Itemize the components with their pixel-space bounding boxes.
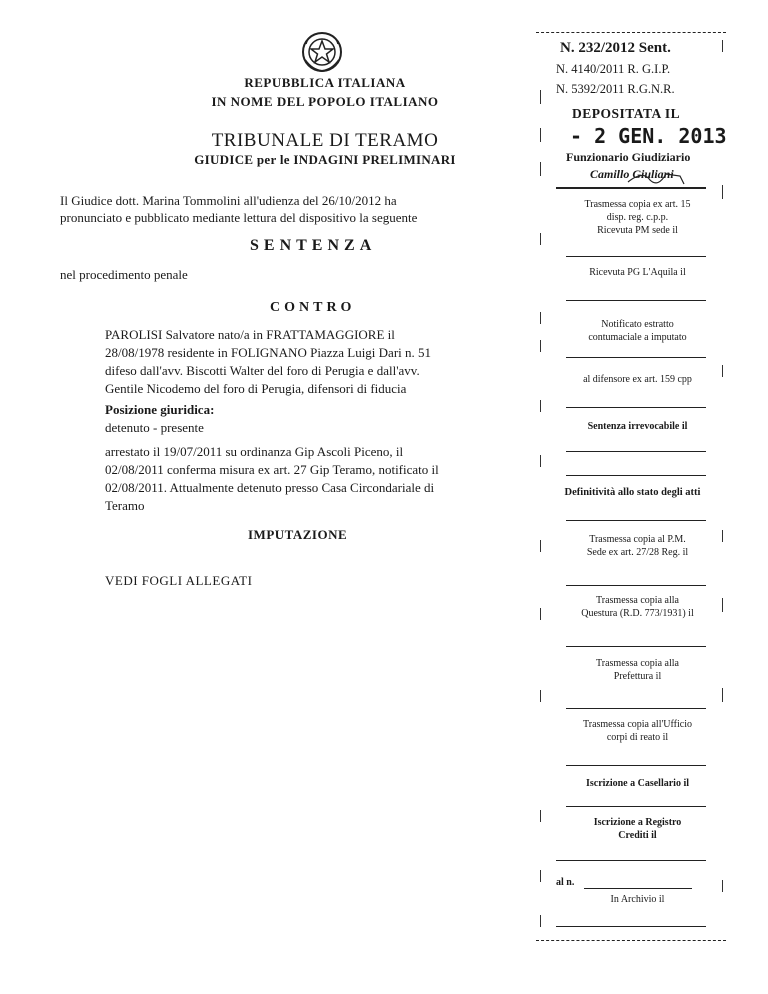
vedi-fogli-text: VEDI FOGLI ALLEGATI xyxy=(105,573,253,588)
sentence-number: N. 232/2012 Sent. xyxy=(560,40,671,56)
republic-emblem-icon xyxy=(300,30,344,74)
top-dashed-rule xyxy=(536,32,726,33)
trasmessa-prefettura-line2: Prefettura il xyxy=(613,671,662,682)
al-numero-label: al n. xyxy=(556,877,575,888)
rule xyxy=(556,926,706,927)
iscrizione-casellario: Iscrizione a Casellario il xyxy=(585,778,690,789)
margin-mark xyxy=(540,915,541,927)
defendant-line-4: Gentile Nicodemo del foro di Perugia, difensori di fiducia xyxy=(105,381,407,396)
margin-mark xyxy=(540,608,541,620)
trasmessa-prefettura xyxy=(550,657,725,683)
posizione-line-3: 02/08/2011. Attualmente detenuto presso Casa Circondariale di xyxy=(105,480,435,495)
intro-line-1: Il Giudice dott. Marina Tommolini all'udienza del 26/10/2012 ha xyxy=(60,193,397,208)
trasmessa-corpi-reato xyxy=(550,718,725,744)
rule xyxy=(566,475,706,476)
ricevuta-pg: Ricevuta PG L'Aquila il xyxy=(589,267,686,278)
funzionario-name: Camillo Giuliani xyxy=(590,167,674,181)
judge-role: GIUDICE per le INDAGINI PRELIMINARI xyxy=(194,152,456,167)
irrevocabile: Sentenza irrevocabile il xyxy=(587,421,688,432)
trasmessa-pm-line2: Sede ex art. 27/28 Reg. il xyxy=(586,547,689,558)
rule xyxy=(566,520,706,521)
notificato xyxy=(550,318,725,344)
margin-mark xyxy=(540,128,541,142)
iscrizione-registro-line2: Crediti il xyxy=(618,830,657,841)
people-heading: IN NOME DEL POPOLO ITALIANO xyxy=(211,94,439,109)
defendant-line-2: 28/08/1978 residente in FOLIGNANO Piazza Luigi Dari n. 51 xyxy=(105,345,432,360)
trasmessa-prefettura-line1: Trasmessa copia alla xyxy=(596,658,679,669)
trasmessa-corpi-line2: corpi di reato il xyxy=(606,732,669,743)
rule xyxy=(566,357,706,358)
gip-number: N. 4140/2011 R. G.I.P. xyxy=(556,62,671,76)
signature-mark-icon xyxy=(588,168,698,188)
rule xyxy=(566,300,706,301)
posizione-line-2: 02/08/2011 conferma misura ex art. 27 Gip Teramo, notificato il xyxy=(105,462,439,477)
trasmessa-art15-line2: disp. reg. c.p.p. xyxy=(606,212,669,223)
notificato-line1: Notificato estratto xyxy=(601,319,674,330)
difensore: al difensore ex art. 159 cpp xyxy=(583,374,692,385)
in-archivio: In Archivio il xyxy=(610,894,665,905)
notificato-line2: contumaciale a imputato xyxy=(588,332,687,343)
rule xyxy=(566,407,706,408)
rule xyxy=(566,765,706,766)
posizione-line-4: Teramo xyxy=(105,498,145,513)
posizione-label: Posizione giuridica: xyxy=(105,402,215,417)
margin-mark xyxy=(722,880,723,892)
trasmessa-art15 xyxy=(550,198,725,237)
iscrizione-registro-line1: Iscrizione a Registro xyxy=(593,817,682,828)
margin-mark xyxy=(540,870,541,882)
trasmessa-art15-line1: Trasmessa copia ex art. 15 xyxy=(584,199,691,210)
court-title: TRIBUNALE DI TERAMO xyxy=(211,130,439,151)
trasmessa-corpi-line1: Trasmessa copia all'Ufficio xyxy=(582,719,692,730)
intro-line-2: pronunciato e pubblicato mediante lettura del dispositivo la seguente xyxy=(60,210,418,225)
contro-title: CONTRO xyxy=(270,300,356,315)
al-numero-line xyxy=(584,888,692,889)
margin-mark xyxy=(540,690,541,702)
defendant-line-1: PAROLISI Salvatore nato/a in FRATTAMAGGIORE il xyxy=(105,327,395,342)
trasmessa-pm xyxy=(550,533,725,559)
margin-mark xyxy=(540,455,541,467)
deposit-date-stamp: - 2 GEN. 2013 xyxy=(570,124,727,148)
margin-mark xyxy=(540,810,541,822)
gnr-number: N. 5392/2011 R.G.N.R. xyxy=(556,82,675,96)
imputazione-title: IMPUTAZIONE xyxy=(248,527,348,542)
trasmessa-pm-line1: Trasmessa copia al P.M. xyxy=(589,534,686,545)
margin-mark xyxy=(540,340,541,352)
margin-mark xyxy=(540,162,541,176)
margin-mark xyxy=(540,90,541,104)
sentenza-title: SENTENZA xyxy=(250,237,377,254)
rule xyxy=(566,451,706,452)
trasmessa-questura-line1: Trasmessa copia alla xyxy=(596,595,679,606)
rule xyxy=(566,708,706,709)
posizione-status: detenuto - presente xyxy=(105,420,204,435)
rule xyxy=(566,256,706,257)
rule xyxy=(556,860,706,861)
margin-mark xyxy=(722,688,723,702)
margin-mark xyxy=(722,40,723,52)
margin-mark xyxy=(540,540,541,552)
margin-mark xyxy=(722,185,723,199)
rule xyxy=(556,187,706,189)
procedimento-text: nel procedimento penale xyxy=(60,267,188,282)
rule xyxy=(566,646,706,647)
rule xyxy=(566,585,706,586)
rule xyxy=(566,806,706,807)
funzionario-label: Funzionario Giudiziario xyxy=(566,150,691,164)
margin-mark xyxy=(540,400,541,412)
trasmessa-questura xyxy=(550,594,725,620)
iscrizione-registro xyxy=(550,816,725,842)
republic-heading: REPUBBLICA ITALIANA xyxy=(244,75,406,90)
trasmessa-questura-line2: Questura (R.D. 773/1931) il xyxy=(581,608,694,619)
depositata-label: DEPOSITATA IL xyxy=(572,106,681,121)
bottom-dashed-rule xyxy=(536,940,726,941)
margin-mark xyxy=(540,233,541,245)
ricevuta-pm: Ricevuta PM sede il xyxy=(597,225,678,236)
margin-mark xyxy=(540,312,541,324)
defendant-line-3: difeso dall'avv. Biscotti Walter del foro di Perugia e dall'avv. xyxy=(105,363,420,378)
definitivita: Definitività allo stato degli atti xyxy=(564,487,701,498)
posizione-line-1: arrestato il 19/07/2011 su ordinanza Gip Ascoli Piceno, il xyxy=(105,444,404,459)
